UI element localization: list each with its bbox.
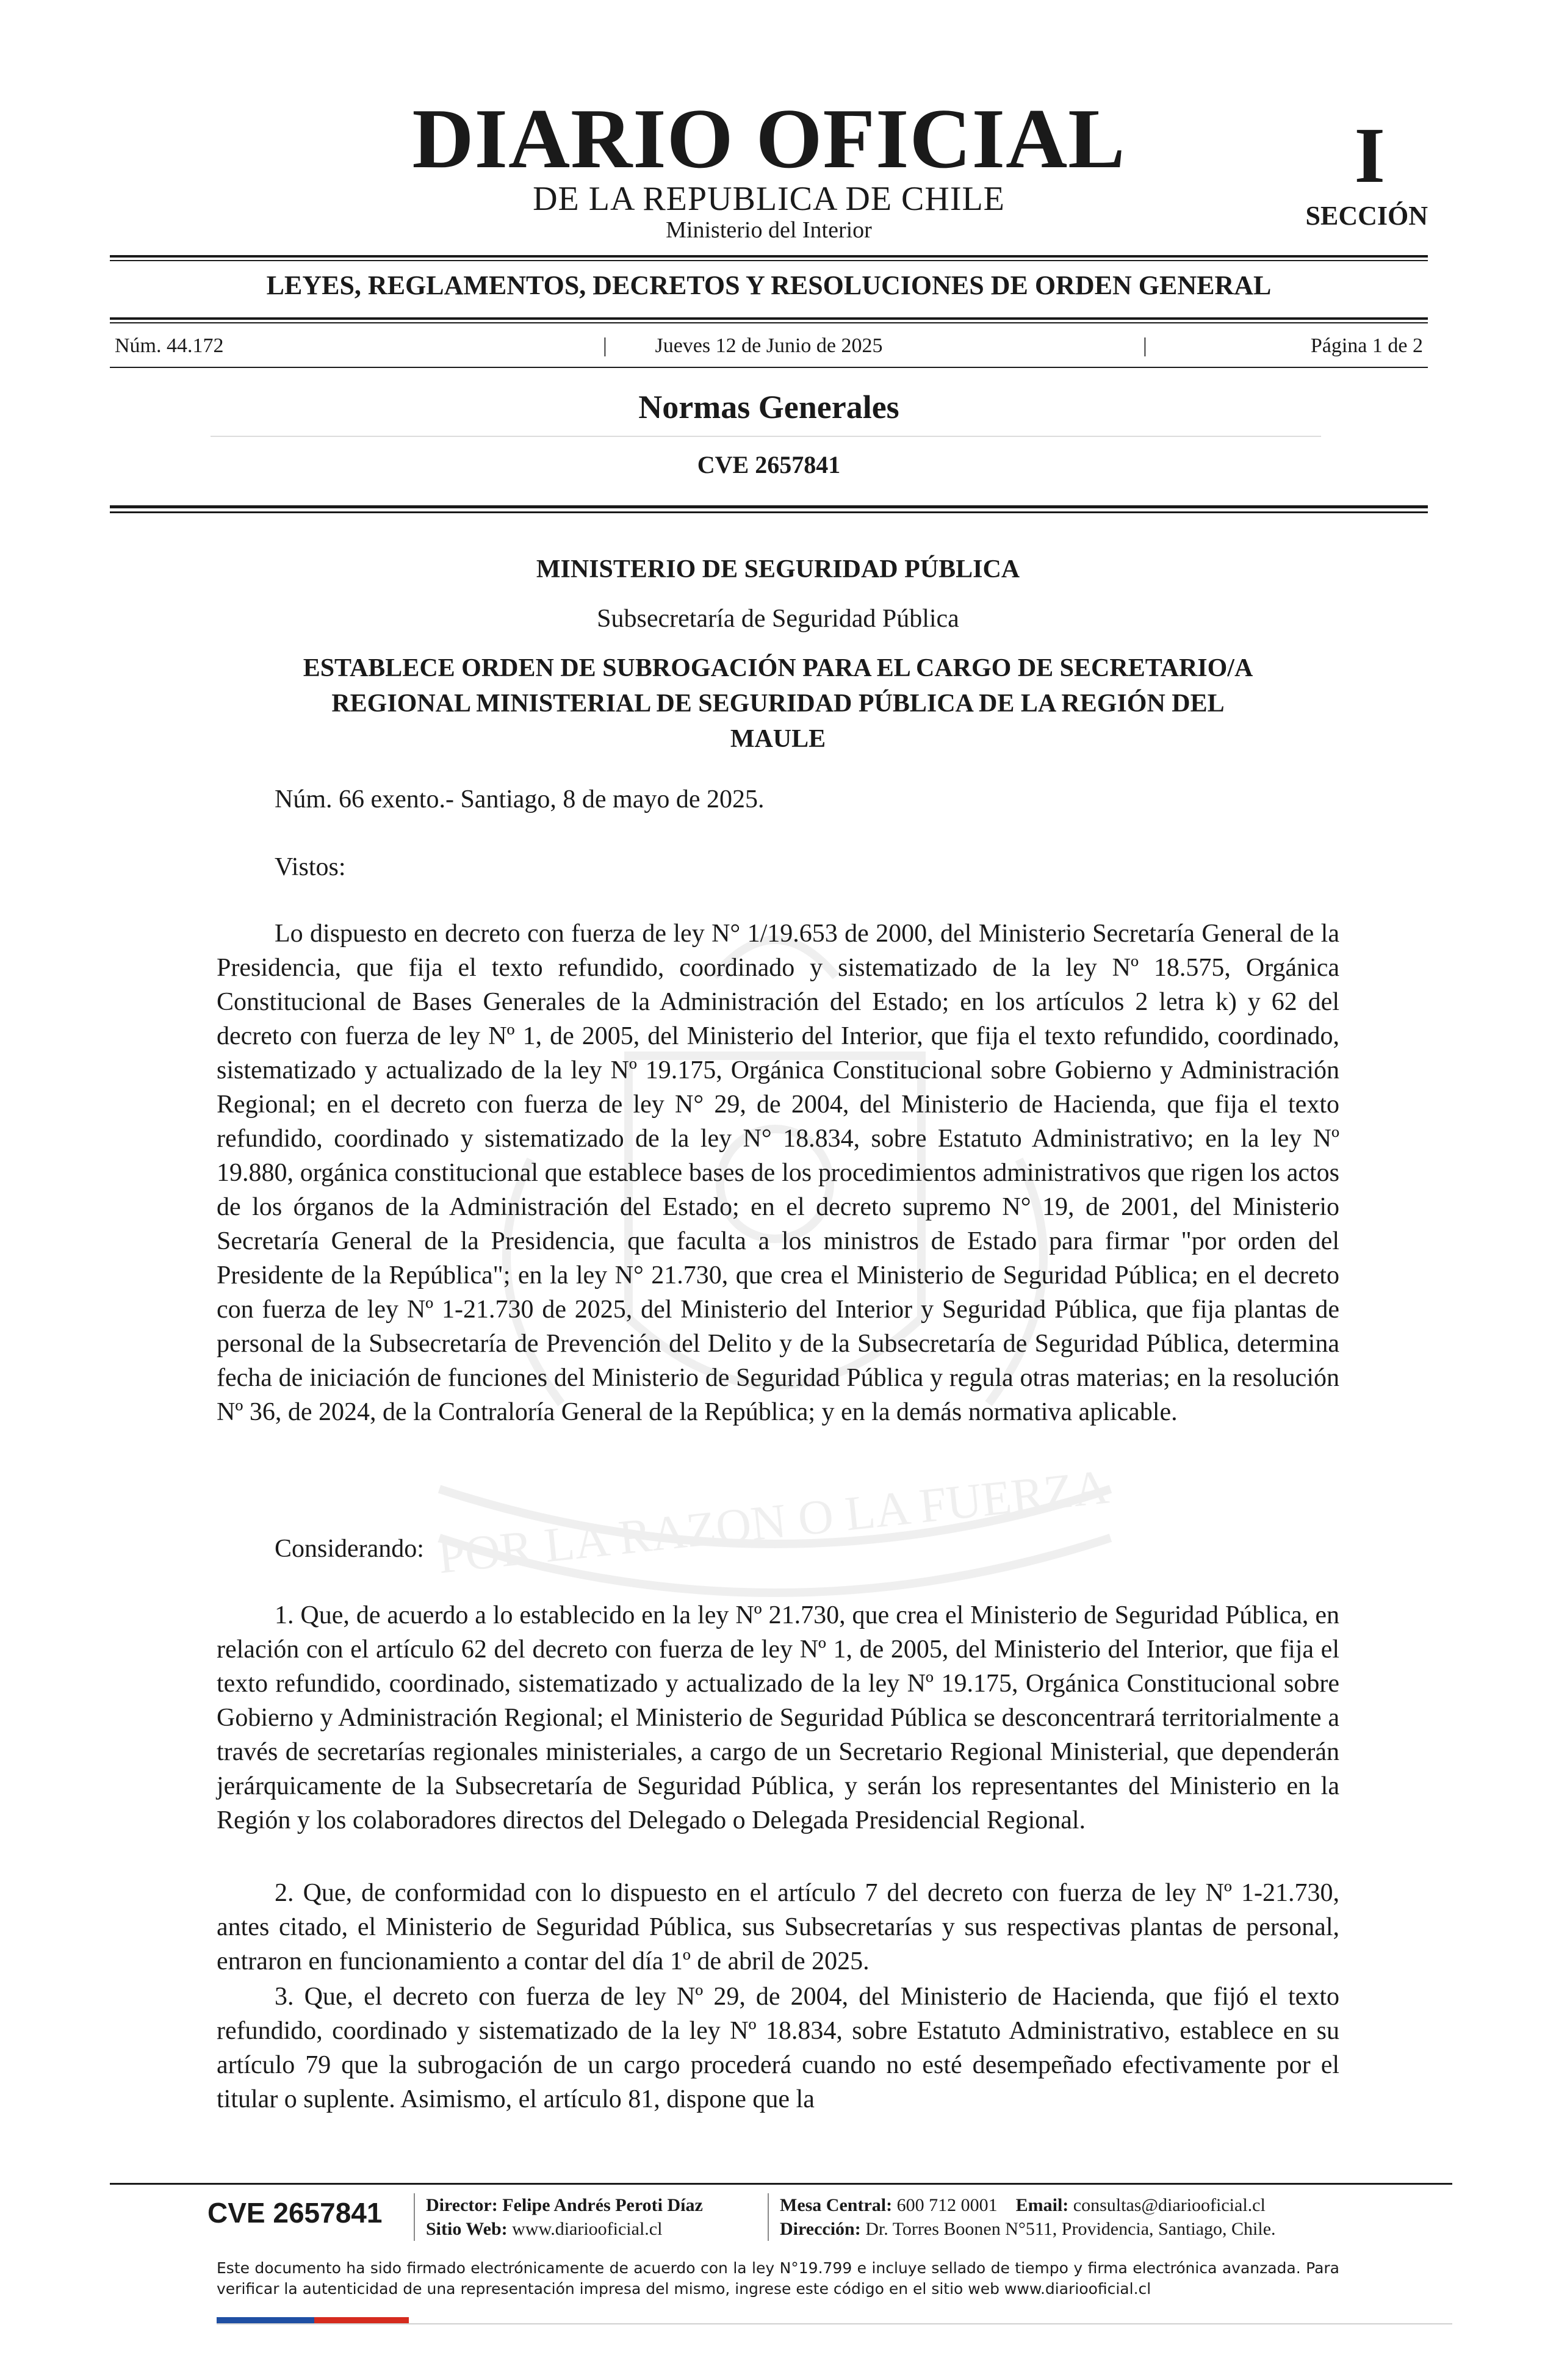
masthead-rule-thin bbox=[110, 260, 1428, 261]
director-label: Director: bbox=[426, 2195, 498, 2215]
section-numeral: I bbox=[1354, 112, 1385, 200]
watermark-motto: POR LA RAZON O LA FUERZA bbox=[435, 1460, 1112, 1584]
issue-separator: | bbox=[1143, 334, 1147, 357]
decree-title bbox=[217, 651, 1339, 757]
issue-separator: | bbox=[603, 334, 607, 357]
vistos-paragraph: Lo dispuesto en decreto con fuerza de ley N° 1/19.653 de 2000, del Ministerio Secretaría General de la Presidencia, que fija el texto refundido, coordinado y sistematizado de la ley Nº 18.575, Orgánica Constitucional de Bases Generales de la Administración del Estado; en los artículos 2 letra k) y 62 del decreto con fuerza de ley Nº 1, de 2005, del Ministerio del Interior, que fija el texto refundido, coordinado, sistematizado y actualizado de la ley Nº 19.175, Orgánica Constitucional sobre Gobierno y Administración Regional; en el decreto con fuerza de ley N° 29, de 2004, del Ministerio de Hacienda, que fija el texto refundido, coordinado y sistematizado de la ley N° 18.834, sobre Estatuto Administrativo; en la ley Nº 19.880, orgánica constitucional que establece bases de los procedimientos administrativos que rigen los actos de los órganos de la Administración del Estado; en el decreto supremo N° 19, de 2001, del Ministerio Secretaría General de la Presidencia, que faculta a los ministros de Estado para firmar "por orden del Presidente de la República"; en la ley N° 21.730, que crea el Ministerio de Seguridad Pública; en el decreto con fuerza de ley Nº 1-21.730 de 2025, del Ministerio del Interior y Seguridad Pública, que fija plantas de personal de la Subsecretaría de Prevención del Delito y de la Subsecretaría de Seguridad Pública, determina fecha de iniciación de funciones del Ministerio de Seguridad Pública y regula otras materias; en la resolución Nº 36, de 2024, de la Contraloría General de la República; y en la demás normativa aplicable. bbox=[217, 920, 1339, 1426]
banner-rule-thin bbox=[110, 322, 1428, 323]
issue-number: Núm. 44.172 bbox=[115, 334, 224, 357]
address-text: Dr. Torres Boonen N°511, Providencia, Santiago, Chile. bbox=[865, 2219, 1276, 2239]
considerando-paragraph-2: 2. Que, de conformidad con lo dispuesto en el artículo 7 del decreto con fuerza de ley Nº 1-21.730, antes citado, el Ministerio de Seguridad Pública, sus Subsecretarías y sus respectivas plantas de personal, entraron en funcionamiento a contar del día 1º de abril de 2025. bbox=[217, 1879, 1339, 1975]
email-link[interactable]: consultas@diariooficial.cl bbox=[1073, 2195, 1266, 2215]
issue-info-row bbox=[110, 331, 1428, 361]
footer-contact-block bbox=[780, 2193, 1276, 2241]
masthead-rule bbox=[110, 255, 1428, 258]
category-heading: Normas Generales bbox=[638, 389, 899, 425]
decree-title-line: ESTABLECE ORDEN DE SUBROGACIÓN PARA EL CARGO DE SECRETARIO/A bbox=[303, 654, 1253, 682]
website-link[interactable]: www.diariooficial.cl bbox=[512, 2219, 663, 2239]
footer-bottom-rule bbox=[217, 2323, 1452, 2324]
decree-number-line: Núm. 66 exento.- Santiago, 8 de mayo de 2025. bbox=[275, 785, 765, 813]
header-bottom-rule bbox=[110, 505, 1428, 508]
vistos-heading: Vistos: bbox=[275, 853, 346, 881]
website-label: Sitio Web: bbox=[426, 2219, 508, 2239]
category-divider bbox=[211, 436, 1321, 437]
subsecretaria-heading: Subsecretaría de Seguridad Pública bbox=[597, 605, 959, 633]
masthead bbox=[110, 92, 1428, 250]
decree-title-line: REGIONAL MINISTERIAL DE SEGURIDAD PÚBLICA DE LA REGIÓN DEL bbox=[331, 690, 1225, 718]
gazette-title: DIARIO OFICIAL bbox=[412, 92, 1126, 186]
section-label: SECCIÓN bbox=[1305, 201, 1428, 231]
footer-rule bbox=[110, 2183, 1452, 2185]
email-label: Email: bbox=[1015, 2195, 1069, 2215]
address-label: Dirección: bbox=[780, 2219, 861, 2239]
banner-rule bbox=[110, 317, 1428, 320]
issue-date: Jueves 12 de Junio de 2025 bbox=[655, 334, 883, 357]
ministry-heading: MINISTERIO DE SEGURIDAD PÚBLICA bbox=[536, 555, 1020, 583]
phone-label: Mesa Central: bbox=[780, 2195, 893, 2215]
electronic-signature-note: Este documento ha sido firmado electrónicamente de acuerdo con la ley N°19.799 e incluye sellado de tiempo y firma electrónica avanzada. Para verificar la autenticidad de una representación impresa del mismo, ingrese este código en el sitio web www.diariooficial.cl bbox=[217, 2259, 1339, 2298]
considerando-paragraph-3: 3. Que, el decreto con fuerza de ley Nº 29, de 2004, del Ministerio de Hacienda, que fijó el texto refundido, coordinado y sistematizado de la ley Nº 18.834, sobre Estatuto Administrativo, establece en su artículo 79 que la subrogación de un cargo procederá cuando no esté desempeñado efectivamente por el titular o suplente. Asimismo, el artículo 81, dispone que la bbox=[217, 1983, 1339, 2113]
gazette-subtitle: DE LA REPUBLICA DE CHILE bbox=[533, 180, 1005, 218]
footer-divider bbox=[414, 2193, 415, 2241]
considerando-paragraph-1: 1. Que, de acuerdo a lo establecido en la ley Nº 21.730, que crea el Ministerio de Seguridad Pública, en relación con el artículo 62 del decreto con fuerza de ley Nº 1, de 2005, del Ministerio del Interior, que fija el texto refundido, coordinado, sistematizado y actualizado de la ley Nº 19.175, Orgánica Constitucional sobre Gobierno y Administración Regional; el Ministerio de Seguridad Pública se desconcentrará territorialmente a través de secretarías regionales ministeriales, a cargo de un Secretario Regional Ministerial, que dependerán jerárquicamente de la Subsecretaría de Seguridad Pública, y serán los representantes del Ministerio en la Región y los colaboradores directos del Delegado o Delegada Presidencial Regional. bbox=[217, 1601, 1339, 1834]
section-banner: LEYES, REGLAMENTOS, DECRETOS Y RESOLUCIONES DE ORDEN GENERAL bbox=[266, 270, 1272, 300]
cve-code: CVE 2657841 bbox=[697, 451, 841, 478]
decree-title-line: MAULE bbox=[730, 725, 826, 753]
director-name: Felipe Andrés Peroti Díaz bbox=[502, 2195, 703, 2215]
phone-number: 600 712 0001 bbox=[896, 2195, 998, 2215]
issue-rule bbox=[110, 367, 1428, 368]
header-bottom-rule-thin bbox=[110, 511, 1428, 513]
page-indicator: Página 1 de 2 bbox=[1310, 334, 1423, 357]
considerando-heading: Considerando: bbox=[275, 1535, 424, 1563]
gazette-ministry: Ministerio del Interior bbox=[666, 217, 872, 243]
footer-cve-code: CVE 2657841 bbox=[207, 2197, 383, 2229]
footer-director-block bbox=[426, 2193, 703, 2241]
footer-divider bbox=[768, 2193, 769, 2241]
